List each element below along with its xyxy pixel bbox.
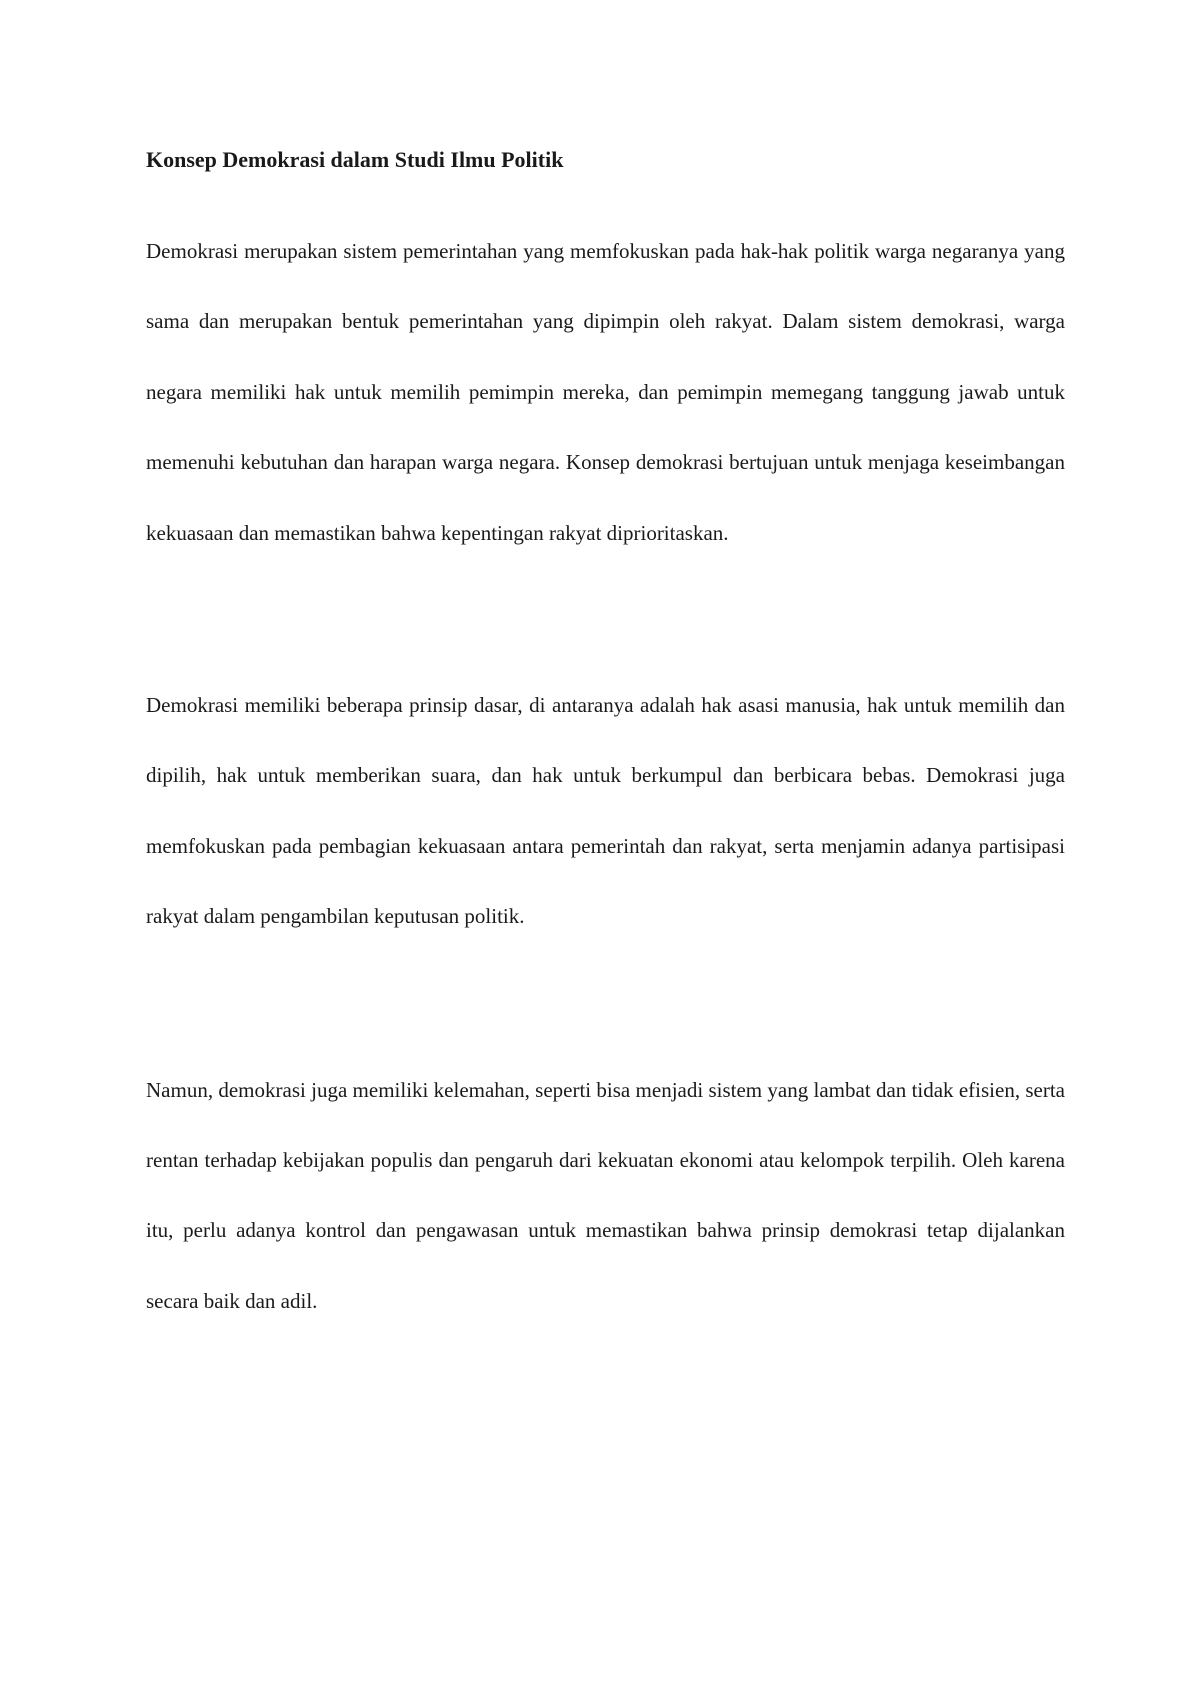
document-body (146, 140, 1065, 1336)
paragraph-democracy-definition: Demokrasi merupakan sistem pemerintahan yang memfokuskan pada hak-hak politik warga negaranya yang sama dan merupakan bentuk pemerintahan yang dipimpin oleh rakyat. Dalam sistem demokrasi, warga negara memiliki hak untuk memilih pemimpin mereka, dan pemimpin memegang tanggung jawab untuk memenuhi kebutuhan dan harapan warga negara. Konsep demokrasi bertujuan untuk menjaga keseimbangan kekuasaan dan memastikan bahwa kepentingan rakyat diprioritaskan. (146, 239, 1065, 545)
paragraph-democracy-weaknesses: Namun, demokrasi juga memiliki kelemahan, seperti bisa menjadi sistem yang lambat dan tidak efisien, serta rentan terhadap kebijakan populis dan pengaruh dari kekuatan ekonomi atau kelompok terpilih. Oleh karena itu, perlu adanya kontrol dan pengawasan untuk memastikan bahwa prinsip demokrasi tetap dijalankan secara baik dan adil. (146, 1077, 1065, 1313)
paragraph-democracy-principles: Demokrasi memiliki beberapa prinsip dasar, di antaranya adalah hak asasi manusia, hak untuk memilih dan dipilih, hak untuk memberikan suara, dan hak untuk berkumpul dan berbicara bebas. Demokrasi juga memfokuskan pada pembagian kekuasaan antara pemerintah dan rakyat, serta menjamin adanya partisipasi rakyat dalam pengambilan keputusan politik. (146, 693, 1065, 929)
document-title: Konsep Demokrasi dalam Studi Ilmu Politik (146, 147, 564, 172)
